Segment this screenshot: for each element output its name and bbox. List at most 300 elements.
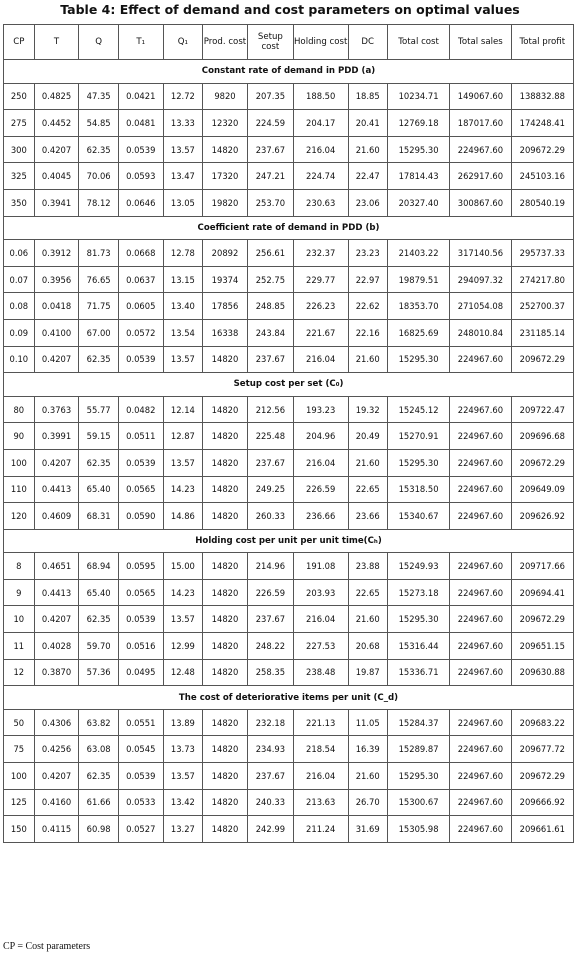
table-row xyxy=(4,423,574,450)
table-cell: 26.70 xyxy=(348,789,387,816)
table-cell: 150 xyxy=(4,816,35,843)
table-cell: 15305.98 xyxy=(387,816,449,843)
table-cell: 0.0418 xyxy=(34,293,79,320)
table-row xyxy=(4,816,574,843)
table-cell: 224967.60 xyxy=(450,449,511,476)
table-cell: 0.0516 xyxy=(118,633,163,660)
table-cell: 15270.91 xyxy=(387,423,449,450)
table-cell: 21.60 xyxy=(348,346,387,373)
table-cell: 13.47 xyxy=(163,163,202,190)
table-cell: 138832.88 xyxy=(511,83,573,110)
table-row xyxy=(4,319,574,346)
table-cell: 300 xyxy=(4,136,35,163)
table-cell: 14820 xyxy=(203,476,248,503)
table-cell: 125 xyxy=(4,789,35,816)
table-cell: 0.0637 xyxy=(118,266,163,293)
table-cell: 243.84 xyxy=(247,319,293,346)
table-cell: 226.23 xyxy=(293,293,348,320)
table-cell: 248.22 xyxy=(247,633,293,660)
header-cell: Holding cost xyxy=(293,25,348,60)
table-cell: 0.4452 xyxy=(34,110,79,137)
table-row xyxy=(4,579,574,606)
table-cell: 0.4207 xyxy=(34,606,79,633)
table-cell: 191.08 xyxy=(293,553,348,580)
table-cell: 10 xyxy=(4,606,35,633)
table-cell: 13.33 xyxy=(163,110,202,137)
table-cell: 250 xyxy=(4,83,35,110)
header-cell: T₁ xyxy=(118,25,163,60)
table-cell: 0.4413 xyxy=(34,579,79,606)
table-cell: 12.99 xyxy=(163,633,202,660)
table-cell: 12769.18 xyxy=(387,110,449,137)
table-cell: 14820 xyxy=(203,763,248,790)
table-cell: 0.3763 xyxy=(34,396,79,423)
table-cell: 0.0565 xyxy=(118,579,163,606)
table-cell: 9820 xyxy=(203,83,248,110)
table-cell: 252700.37 xyxy=(511,293,573,320)
table-row xyxy=(4,763,574,790)
table-cell: 13.57 xyxy=(163,136,202,163)
table-cell: 70.06 xyxy=(79,163,118,190)
table-cell: 0.4207 xyxy=(34,763,79,790)
table-cell: 203.93 xyxy=(293,579,348,606)
table-cell: 0.0482 xyxy=(118,396,163,423)
table-cell: 0.3870 xyxy=(34,659,79,686)
table-cell: 0.0565 xyxy=(118,476,163,503)
table-cell: 14820 xyxy=(203,606,248,633)
header-cell: DC xyxy=(348,25,387,60)
table-cell: 12.78 xyxy=(163,240,202,267)
table-cell: 21.60 xyxy=(348,763,387,790)
table-cell: 214.96 xyxy=(247,553,293,580)
header-cell: Prod. cost xyxy=(203,25,248,60)
table-cell: 209672.29 xyxy=(511,763,573,790)
table-body xyxy=(4,60,574,843)
table-cell: 0.0590 xyxy=(118,503,163,530)
table-cell: 15.00 xyxy=(163,553,202,580)
table-cell: 15340.67 xyxy=(387,503,449,530)
table-cell: 0.4256 xyxy=(34,736,79,763)
table-cell: 271054.08 xyxy=(450,293,511,320)
table-cell: 11.05 xyxy=(348,709,387,736)
table-cell: 65.40 xyxy=(79,476,118,503)
table-cell: 100 xyxy=(4,449,35,476)
table-cell: 234.93 xyxy=(247,736,293,763)
table-row xyxy=(4,163,574,190)
table-cell: 20.49 xyxy=(348,423,387,450)
table-cell: 11 xyxy=(4,633,35,660)
table-cell: 237.67 xyxy=(247,346,293,373)
table-cell: 12.14 xyxy=(163,396,202,423)
table-cell: 0.4028 xyxy=(34,633,79,660)
table-cell: 0.4207 xyxy=(34,449,79,476)
table-cell: 247.21 xyxy=(247,163,293,190)
table-cell: 209696.68 xyxy=(511,423,573,450)
table-cell: 12320 xyxy=(203,110,248,137)
table-cell: 0.0646 xyxy=(118,189,163,216)
table-cell: 224967.60 xyxy=(450,553,511,580)
table-cell: 14820 xyxy=(203,503,248,530)
table-cell: 262917.60 xyxy=(450,163,511,190)
table-cell: 13.42 xyxy=(163,789,202,816)
table-cell: 209717.66 xyxy=(511,553,573,580)
table-cell: 22.16 xyxy=(348,319,387,346)
table-cell: 15245.12 xyxy=(387,396,449,423)
table-cell: 0.0481 xyxy=(118,110,163,137)
table-cell: 294097.32 xyxy=(450,266,511,293)
table-cell: 13.57 xyxy=(163,606,202,633)
table-cell: 204.17 xyxy=(293,110,348,137)
table-cell: 231185.14 xyxy=(511,319,573,346)
table-cell: 21403.22 xyxy=(387,240,449,267)
table-cell: 60.98 xyxy=(79,816,118,843)
table-cell: 232.37 xyxy=(293,240,348,267)
table-cell: 209649.09 xyxy=(511,476,573,503)
table-cell: 15316.44 xyxy=(387,633,449,660)
table-cell: 13.27 xyxy=(163,816,202,843)
table-cell: 258.35 xyxy=(247,659,293,686)
table-cell: 226.59 xyxy=(293,476,348,503)
table-cell: 204.96 xyxy=(293,423,348,450)
table-cell: 350 xyxy=(4,189,35,216)
table-cell: 0.0668 xyxy=(118,240,163,267)
table-cell: 224967.60 xyxy=(450,659,511,686)
table-cell: 0.4825 xyxy=(34,83,79,110)
table-cell: 14820 xyxy=(203,396,248,423)
table-cell: 19.32 xyxy=(348,396,387,423)
table-cell: 14.86 xyxy=(163,503,202,530)
table-cell: 12.72 xyxy=(163,83,202,110)
table-cell: 209677.72 xyxy=(511,736,573,763)
table-cell: 224.74 xyxy=(293,163,348,190)
table-cell: 237.67 xyxy=(247,606,293,633)
section-header-row xyxy=(4,529,574,553)
table-cell: 227.53 xyxy=(293,633,348,660)
table-cell: 14820 xyxy=(203,709,248,736)
table-cell: 54.85 xyxy=(79,110,118,137)
table-cell: 31.69 xyxy=(348,816,387,843)
table-cell: 0.10 xyxy=(4,346,35,373)
table-cell: 232.18 xyxy=(247,709,293,736)
table-cell: 209626.92 xyxy=(511,503,573,530)
table-cell: 14820 xyxy=(203,659,248,686)
table-cell: 13.57 xyxy=(163,763,202,790)
table-cell: 20.68 xyxy=(348,633,387,660)
table-cell: 0.0533 xyxy=(118,789,163,816)
table-cell: 90 xyxy=(4,423,35,450)
table-cell: 224967.60 xyxy=(450,476,511,503)
table-cell: 15300.67 xyxy=(387,789,449,816)
table-row xyxy=(4,709,574,736)
table-cell: 67.00 xyxy=(79,319,118,346)
table-cell: 14820 xyxy=(203,789,248,816)
table-row xyxy=(4,633,574,660)
table-row xyxy=(4,503,574,530)
table-cell: 240.33 xyxy=(247,789,293,816)
table-cell: 62.35 xyxy=(79,449,118,476)
table-cell: 62.35 xyxy=(79,763,118,790)
table-cell: 209666.92 xyxy=(511,789,573,816)
table-cell: 237.67 xyxy=(247,136,293,163)
table-cell: 0.4609 xyxy=(34,503,79,530)
table-cell: 17856 xyxy=(203,293,248,320)
table-cell: 14820 xyxy=(203,736,248,763)
table-cell: 71.75 xyxy=(79,293,118,320)
table-cell: 0.0527 xyxy=(118,816,163,843)
table-cell: 209672.29 xyxy=(511,449,573,476)
table-cell: 14820 xyxy=(203,553,248,580)
table-cell: 15295.30 xyxy=(387,763,449,790)
table-cell: 19.87 xyxy=(348,659,387,686)
table-cell: 224967.60 xyxy=(450,503,511,530)
table-cell: 14.23 xyxy=(163,579,202,606)
table-cell: 120 xyxy=(4,503,35,530)
table-cell: 22.62 xyxy=(348,293,387,320)
table-cell: 15289.87 xyxy=(387,736,449,763)
table-cell: 260.33 xyxy=(247,503,293,530)
table-row xyxy=(4,606,574,633)
table-cell: 209630.88 xyxy=(511,659,573,686)
table-cell: 15336.71 xyxy=(387,659,449,686)
table-cell: 229.77 xyxy=(293,266,348,293)
table-cell: 20.41 xyxy=(348,110,387,137)
table-cell: 224967.60 xyxy=(450,423,511,450)
table-cell: 68.94 xyxy=(79,553,118,580)
table-cell: 0.06 xyxy=(4,240,35,267)
table-cell: 0.0539 xyxy=(118,763,163,790)
table-cell: 0.0551 xyxy=(118,709,163,736)
table-cell: 0.4207 xyxy=(34,136,79,163)
section-title: Coefficient rate of demand in PDD (b) xyxy=(4,216,574,240)
header-cell: Setup cost xyxy=(247,25,293,60)
table-row xyxy=(4,449,574,476)
table-cell: 68.31 xyxy=(79,503,118,530)
table-row xyxy=(4,83,574,110)
table-cell: 216.04 xyxy=(293,136,348,163)
table-cell: 216.04 xyxy=(293,606,348,633)
table-row xyxy=(4,189,574,216)
table-cell: 22.65 xyxy=(348,476,387,503)
table-cell: 0.0539 xyxy=(118,606,163,633)
table-row xyxy=(4,346,574,373)
table-cell: 20327.40 xyxy=(387,189,449,216)
table-cell: 209672.29 xyxy=(511,136,573,163)
table-cell: 245103.16 xyxy=(511,163,573,190)
table-cell: 13.40 xyxy=(163,293,202,320)
table-cell: 15295.30 xyxy=(387,606,449,633)
table-cell: 237.67 xyxy=(247,449,293,476)
table-cell: 224967.60 xyxy=(450,633,511,660)
table-cell: 238.48 xyxy=(293,659,348,686)
table-cell: 20892 xyxy=(203,240,248,267)
table-cell: 216.04 xyxy=(293,346,348,373)
table-cell: 224967.60 xyxy=(450,763,511,790)
table-cell: 224967.60 xyxy=(450,396,511,423)
table-row xyxy=(4,293,574,320)
header-cell: T xyxy=(34,25,79,60)
table-cell: 253.70 xyxy=(247,189,293,216)
table-cell: 224967.60 xyxy=(450,709,511,736)
table-cell: 13.05 xyxy=(163,189,202,216)
table-cell: 224967.60 xyxy=(450,816,511,843)
table-cell: 209683.22 xyxy=(511,709,573,736)
table-cell: 55.77 xyxy=(79,396,118,423)
table-cell: 15284.37 xyxy=(387,709,449,736)
header-cell: CP xyxy=(4,25,35,60)
table-cell: 15273.18 xyxy=(387,579,449,606)
table-cell: 14820 xyxy=(203,423,248,450)
table-cell: 17814.43 xyxy=(387,163,449,190)
table-cell: 14820 xyxy=(203,816,248,843)
table-cell: 63.82 xyxy=(79,709,118,736)
section-header-row xyxy=(4,60,574,84)
table-cell: 12 xyxy=(4,659,35,686)
table-cell: 209672.29 xyxy=(511,346,573,373)
table-cell: 216.04 xyxy=(293,763,348,790)
table-cell: 57.36 xyxy=(79,659,118,686)
table-cell: 47.35 xyxy=(79,83,118,110)
table-row xyxy=(4,266,574,293)
footnote: CP = Cost parameters xyxy=(3,941,91,952)
table-cell: 0.0421 xyxy=(118,83,163,110)
table-cell: 0.09 xyxy=(4,319,35,346)
table-cell: 0.0539 xyxy=(118,449,163,476)
section-title: The cost of deteriorative items per unit (C_d) xyxy=(4,686,574,710)
table-cell: 23.66 xyxy=(348,503,387,530)
table-cell: 0.07 xyxy=(4,266,35,293)
table-cell: 174248.41 xyxy=(511,110,573,137)
table-cell: 325 xyxy=(4,163,35,190)
table-row xyxy=(4,659,574,686)
table-cell: 16338 xyxy=(203,319,248,346)
table-cell: 10234.71 xyxy=(387,83,449,110)
table-cell: 18.85 xyxy=(348,83,387,110)
table-cell: 0.3912 xyxy=(34,240,79,267)
table-row xyxy=(4,110,574,137)
table-cell: 13.15 xyxy=(163,266,202,293)
table-row xyxy=(4,136,574,163)
table-cell: 209672.29 xyxy=(511,606,573,633)
table-cell: 209722.47 xyxy=(511,396,573,423)
header-cell: Total cost xyxy=(387,25,449,60)
table-cell: 100 xyxy=(4,763,35,790)
table-cell: 224967.60 xyxy=(450,789,511,816)
table-cell: 0.08 xyxy=(4,293,35,320)
table-cell: 0.4207 xyxy=(34,346,79,373)
table-cell: 295737.33 xyxy=(511,240,573,267)
table-cell: 224.59 xyxy=(247,110,293,137)
table-cell: 0.0595 xyxy=(118,553,163,580)
table-cell: 209651.15 xyxy=(511,633,573,660)
table-cell: 0.0545 xyxy=(118,736,163,763)
table-cell: 22.97 xyxy=(348,266,387,293)
section-title: Setup cost per set (C₀) xyxy=(4,373,574,397)
table-cell: 0.0511 xyxy=(118,423,163,450)
table-cell: 62.35 xyxy=(79,606,118,633)
table-cell: 317140.56 xyxy=(450,240,511,267)
table-cell: 0.4160 xyxy=(34,789,79,816)
table-cell: 0.4100 xyxy=(34,319,79,346)
table-cell: 81.73 xyxy=(79,240,118,267)
table-cell: 14820 xyxy=(203,449,248,476)
table-cell: 22.47 xyxy=(348,163,387,190)
section-title: Constant rate of demand in PDD (a) xyxy=(4,60,574,84)
table-cell: 280540.19 xyxy=(511,189,573,216)
table-cell: 252.75 xyxy=(247,266,293,293)
table-cell: 0.3941 xyxy=(34,189,79,216)
table-cell: 75 xyxy=(4,736,35,763)
table-cell: 207.35 xyxy=(247,83,293,110)
table-cell: 59.70 xyxy=(79,633,118,660)
table-cell: 275 xyxy=(4,110,35,137)
table-cell: 209694.41 xyxy=(511,579,573,606)
table-cell: 237.67 xyxy=(247,763,293,790)
table-cell: 19374 xyxy=(203,266,248,293)
results-table xyxy=(3,24,574,843)
table-cell: 0.3991 xyxy=(34,423,79,450)
table-cell: 80 xyxy=(4,396,35,423)
table-cell: 0.4413 xyxy=(34,476,79,503)
section-header-row xyxy=(4,373,574,397)
table-cell: 76.65 xyxy=(79,266,118,293)
section-title: Holding cost per unit per unit time(Cₕ) xyxy=(4,529,574,553)
table-cell: 216.04 xyxy=(293,449,348,476)
table-cell: 213.63 xyxy=(293,789,348,816)
table-cell: 211.24 xyxy=(293,816,348,843)
table-cell: 212.56 xyxy=(247,396,293,423)
table-cell: 0.0539 xyxy=(118,136,163,163)
table-cell: 13.54 xyxy=(163,319,202,346)
table-cell: 15249.93 xyxy=(387,553,449,580)
table-row xyxy=(4,553,574,580)
table-row xyxy=(4,476,574,503)
table-cell: 59.15 xyxy=(79,423,118,450)
table-cell: 149067.60 xyxy=(450,83,511,110)
table-row xyxy=(4,396,574,423)
table-cell: 224967.60 xyxy=(450,606,511,633)
table-cell: 0.0539 xyxy=(118,346,163,373)
table-cell: 12.87 xyxy=(163,423,202,450)
table-cell: 21.60 xyxy=(348,136,387,163)
table-cell: 256.61 xyxy=(247,240,293,267)
table-caption: Table 4: Effect of demand and cost parameters on optimal values xyxy=(60,2,520,17)
table-row xyxy=(4,789,574,816)
table-cell: 300867.60 xyxy=(450,189,511,216)
table-cell: 14820 xyxy=(203,346,248,373)
header-row xyxy=(4,25,574,60)
table-cell: 18353.70 xyxy=(387,293,449,320)
table-cell: 230.63 xyxy=(293,189,348,216)
table-cell: 249.25 xyxy=(247,476,293,503)
section-header-row xyxy=(4,686,574,710)
table-cell: 21.60 xyxy=(348,606,387,633)
table-cell: 65.40 xyxy=(79,579,118,606)
table-cell: 14.23 xyxy=(163,476,202,503)
table-cell: 12.48 xyxy=(163,659,202,686)
table-cell: 15295.30 xyxy=(387,136,449,163)
table-cell: 0.0572 xyxy=(118,319,163,346)
table-row xyxy=(4,240,574,267)
table-cell: 63.08 xyxy=(79,736,118,763)
table-cell: 19820 xyxy=(203,189,248,216)
table-cell: 224967.60 xyxy=(450,136,511,163)
table-cell: 225.48 xyxy=(247,423,293,450)
table-cell: 15295.30 xyxy=(387,449,449,476)
table-cell: 0.4045 xyxy=(34,163,79,190)
table-cell: 13.57 xyxy=(163,449,202,476)
table-cell: 14820 xyxy=(203,136,248,163)
table-cell: 16.39 xyxy=(348,736,387,763)
